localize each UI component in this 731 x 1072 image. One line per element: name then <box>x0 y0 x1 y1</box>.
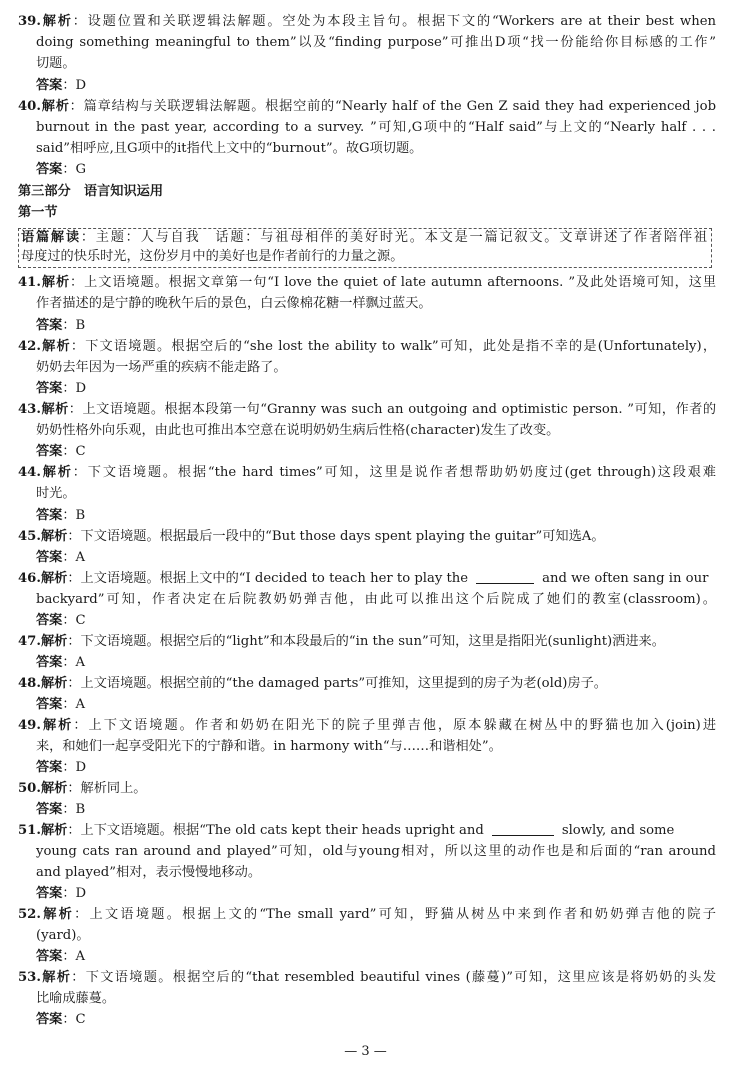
q40-line-3: said”相呼应,且G项中的it指代上文中的“burnout”。故G项切题。 <box>36 141 423 156</box>
q39-line-1: 39.解析：设题位置和关联逻辑法解题。空处为本段主旨句。根据下文的“Workers are at their best when <box>18 14 716 29</box>
q46-line-2: backyard”可知，作者决定在后院教奶奶弹吉他，由此可以推出这个后院成了她们的教室(classroom)。 <box>36 592 716 607</box>
q48-line-1: 48.解析：上文语境题。根据空前的“the damaged parts”可推知，这里提到的房子为老(old)房子。 <box>18 676 607 691</box>
passage-line-2: 母度过的快乐时光，这份岁月中的美好也是作者前行的力量之源。 <box>21 249 404 264</box>
q45-line-1: 45.解析：下文语境题。根据最后一段中的“But those days spent playing the guitar”可知选A。 <box>18 529 605 544</box>
q44-answer: 答案：B <box>36 508 86 523</box>
q39-answer: 答案：D <box>36 78 87 93</box>
q51-line-3: and played”相对，表示慢慢地移动。 <box>36 865 262 880</box>
q47-line-1: 47.解析：下文语境题。根据空后的“light”和本段最后的“in the sun”可知，这里是指阳光(sunlight)洒进来。 <box>18 634 665 649</box>
q39-line-2: doing something meaningful to them”以及“finding purpose”可推出D项“找一份能给你目标感的工作” <box>36 35 716 50</box>
q50-line-1: 50.解析：解析同上。 <box>18 781 147 796</box>
q43-answer: 答案：C <box>36 444 86 459</box>
q41-line-2: 作者描述的是宁静的晚秋午后的景色，白云像棉花糖一样飘过蓝天。 <box>36 296 432 311</box>
q42-line-1: 42.解析：下文语境题。根据空后的“she lost the ability to walk”可知，此处是指不幸的是(Unfortunately)， <box>18 339 717 354</box>
q41-line-1: 41.解析：上文语境题。根据文章第一句“I love the quiet of late autumn afternoons. ”及此处语境可知，这里 <box>18 275 717 290</box>
section-title: 第一节 <box>18 205 58 220</box>
q51-line-1: 51.解析：上下文语境题。根据“The old cats kept their heads upright and slowly, and some <box>18 823 675 838</box>
page-number: — 3 — <box>344 1044 387 1059</box>
q46-line-1: 46.解析：上文语境题。根据上文中的“I decided to teach her to play the and we often sang in our <box>18 571 709 586</box>
q44-line-2: 时光。 <box>36 486 76 501</box>
q53-line-2: 比喻成藤蔓。 <box>36 991 116 1006</box>
q42-line-2: 奶奶去年因为一场严重的疾病不能走路了。 <box>36 360 287 375</box>
q40-line-2: burnout in the past year, according to a survey. ”可知,G项中的“Half said”与上文的“Nearly half . . . <box>36 120 716 135</box>
q49-line-2: 来，和她们一起享受阳光下的宁静和谐。in harmony with“与……和谐相处”。 <box>36 739 502 754</box>
fill-in-blank <box>476 570 534 584</box>
q49-line-1: 49.解析：上下文语境题。作者和奶奶在阳光下的院子里弹吉他，原本躲藏在树丛中的野猫也加入(join)进 <box>18 718 717 733</box>
q53-answer: 答案：C <box>36 1012 86 1027</box>
passage-summary-box <box>18 228 712 268</box>
q52-line-1: 52.解析：上文语境题。根据上文的“The small yard”可知，野猫从树丛中来到作者和奶奶弹吉他的院子 <box>18 907 716 922</box>
q50-answer: 答案：B <box>36 802 86 817</box>
q41-answer: 答案：B <box>36 318 86 333</box>
q42-answer: 答案：D <box>36 381 87 396</box>
part-title: 第三部分 语言知识运用 <box>18 184 164 199</box>
q49-answer: 答案：D <box>36 760 87 775</box>
q44-line-1: 44.解析：下文语境题。根据“the hard times”可知，这里是说作者想帮助奶奶度过(get through)这段艰难 <box>18 465 716 480</box>
q52-answer: 答案：A <box>36 949 86 964</box>
fill-in-blank <box>492 822 554 836</box>
q40-line-1: 40.解析：篇章结构与关联逻辑法解题。根据空前的“Nearly half of the Gen Z said they had experienced job <box>18 99 717 114</box>
q46-answer: 答案：C <box>36 613 86 628</box>
q48-answer: 答案：A <box>36 697 86 712</box>
q51-answer: 答案：D <box>36 886 87 901</box>
passage-line-1: 语篇解读：主题：人与自我 话题：与祖母相伴的美好时光。本文是一篇记叙文。文章讲述了作者陪伴祖 <box>21 230 708 245</box>
q53-line-1: 53.解析：下文语境题。根据空后的“that resembled beautiful vines (藤蔓)”可知，这里应该是将奶奶的头发 <box>18 970 717 985</box>
q45-answer: 答案：A <box>36 550 86 565</box>
q52-line-2: (yard)。 <box>36 928 90 943</box>
q47-answer: 答案：A <box>36 655 86 670</box>
q39-line-3: 切题。 <box>36 56 76 71</box>
q40-answer: 答案：G <box>36 162 87 177</box>
q43-line-2: 奶奶性格外向乐观，由此也可推出本空意在说明奶奶生病后性格(character)发生了改变。 <box>36 423 560 438</box>
q51-line-2: young cats ran around and played”可知，old与young相对，所以这里的动作也是和后面的“ran around <box>36 844 716 859</box>
q43-line-1: 43.解析：上文语境题。根据本段第一句“Granny was such an outgoing and optimistic person. ”可知，作者的 <box>18 402 717 417</box>
